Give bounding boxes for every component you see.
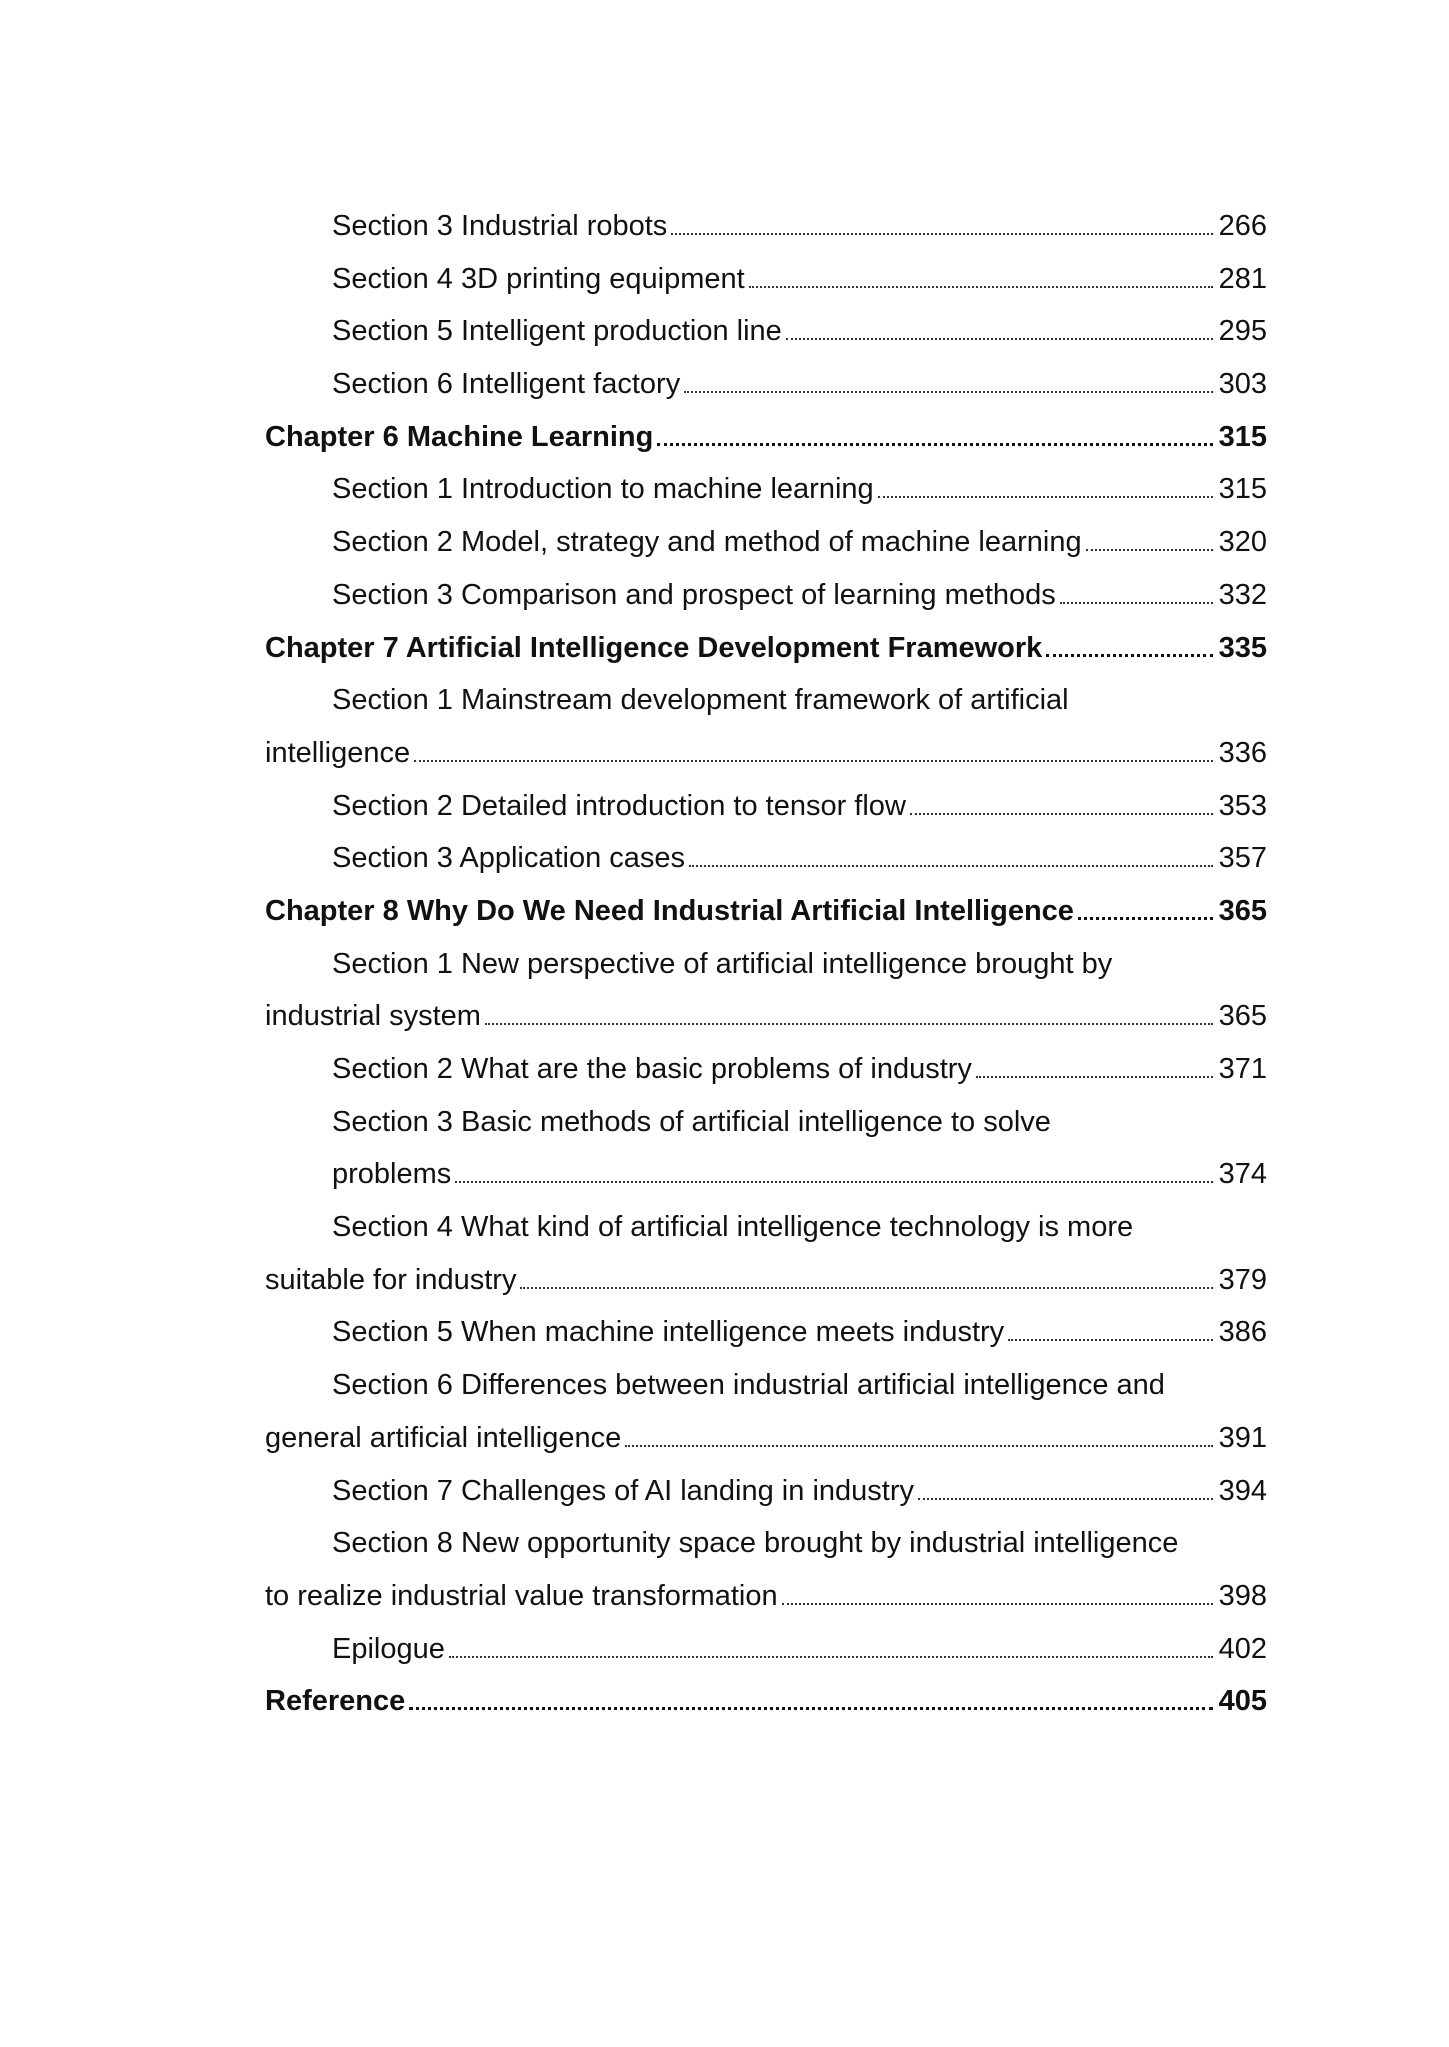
page-number: 281 [1218, 262, 1267, 295]
section-title: Section 1 New perspective of artificial intelligence brought by [332, 947, 1113, 980]
page-number: 371 [1218, 1053, 1267, 1085]
section-title: Section 3 Industrial robots [332, 210, 668, 242]
toc-section-entry-continuation[interactable] [265, 1412, 1267, 1465]
section-title: Epilogue [332, 1632, 445, 1665]
dot-leader [671, 233, 1212, 235]
section-title-continuation: problems [332, 1158, 452, 1191]
toc-section-entry[interactable] [265, 674, 1267, 727]
dot-leader [689, 865, 1213, 867]
dot-leader [918, 1498, 1213, 1500]
toc-section-entry-continuation[interactable] [265, 1570, 1267, 1623]
section-title: Section 7 Challenges of AI landing in industry [332, 1474, 914, 1507]
section-title: Section 5 When machine intelligence meets industry [332, 1316, 1005, 1349]
toc-section-entry[interactable] [265, 1306, 1267, 1359]
section-title: Section 5 Intelligent production line [332, 315, 782, 348]
page-number: 402 [1218, 1632, 1267, 1665]
chapter-title: Chapter 6 Machine Learning [265, 420, 654, 453]
chapter-title: Chapter 8 Why Do We Need Industrial Artificial Intelligence [265, 894, 1074, 927]
toc-section-entry[interactable] [265, 780, 1267, 833]
dot-leader [657, 443, 1212, 446]
page-number: 335 [1218, 631, 1267, 664]
dot-leader [782, 1603, 1213, 1605]
section-title: Section 4 What kind of artificial intelligence technology is more [332, 1211, 1134, 1244]
section-title: Section 3 Basic methods of artificial intelligence to solve [332, 1105, 1051, 1138]
page-number: 374 [1218, 1158, 1267, 1191]
page-number: 357 [1218, 842, 1267, 875]
toc-section-entry[interactable] [265, 200, 1267, 253]
toc-section-entry[interactable] [265, 358, 1267, 411]
page-number: 320 [1218, 526, 1267, 559]
toc-section-entry[interactable] [265, 1517, 1267, 1570]
section-title-continuation: to realize industrial value transformation [265, 1579, 778, 1612]
section-title: Section 2 What are the basic problems of industry [332, 1053, 972, 1085]
table-of-contents [265, 200, 1267, 1728]
page-number: 336 [1218, 736, 1267, 769]
page-number: 315 [1218, 473, 1267, 506]
toc-section-entry[interactable] [265, 1623, 1267, 1676]
section-title-continuation: industrial system [265, 1000, 481, 1033]
page-number: 386 [1218, 1316, 1267, 1349]
dot-leader [455, 1181, 1212, 1183]
toc-chapter-entry[interactable] [265, 885, 1267, 938]
section-title: Section 8 New opportunity space brought by industrial intelligence [332, 1527, 1179, 1560]
page-number: 353 [1218, 789, 1267, 822]
toc-chapter-entry[interactable] [265, 411, 1267, 464]
page-number: 365 [1218, 894, 1267, 927]
page-number: 398 [1218, 1579, 1267, 1612]
dot-leader [910, 813, 1213, 815]
section-title: Section 6 Differences between industrial artificial intelligence and [332, 1369, 1165, 1402]
toc-section-entry-continuation[interactable] [265, 1254, 1267, 1307]
page-number: 295 [1218, 315, 1267, 348]
dot-leader [749, 286, 1213, 288]
dot-leader [786, 338, 1213, 340]
dot-leader [625, 1445, 1212, 1447]
section-title-continuation: suitable for industry [265, 1263, 517, 1296]
toc-section-entry[interactable] [265, 938, 1267, 991]
dot-leader [878, 496, 1213, 498]
section-title: Section 1 Mainstream development framework of artificial [332, 684, 1069, 717]
dot-leader [1008, 1339, 1212, 1341]
dot-leader [449, 1656, 1213, 1658]
section-title: Section 6 Intelligent factory [332, 368, 681, 401]
page-number: 365 [1218, 1000, 1267, 1033]
toc-section-entry-continuation[interactable] [265, 727, 1267, 780]
dot-leader [684, 391, 1212, 393]
toc-chapter-entry[interactable] [265, 622, 1267, 675]
page-number: 332 [1218, 578, 1267, 611]
toc-section-entry[interactable] [265, 305, 1267, 358]
dot-leader [1060, 602, 1213, 604]
dot-leader [976, 1076, 1213, 1078]
section-title: Section 1 Introduction to machine learning [332, 473, 874, 506]
toc-section-entry[interactable] [265, 832, 1267, 885]
page-number: 379 [1218, 1263, 1267, 1296]
toc-section-entry-continuation[interactable] [265, 990, 1267, 1043]
section-title-continuation: general artificial intelligence [265, 1421, 622, 1454]
page-number: 394 [1218, 1474, 1267, 1507]
dot-leader [409, 1707, 1212, 1710]
page-number: 391 [1218, 1421, 1267, 1454]
toc-section-entry[interactable] [265, 1201, 1267, 1254]
toc-section-entry[interactable] [265, 516, 1267, 569]
toc-section-entry[interactable] [265, 463, 1267, 516]
page-number: 266 [1218, 210, 1267, 242]
toc-section-entry[interactable] [265, 1043, 1267, 1096]
chapter-title: Chapter 7 Artificial Intelligence Development Framework [265, 631, 1043, 664]
section-title: Section 2 Model, strategy and method of machine learning [332, 526, 1082, 559]
toc-section-entry[interactable] [265, 569, 1267, 622]
section-title: Section 3 Comparison and prospect of learning methods [332, 578, 1056, 611]
toc-section-entry[interactable] [265, 1096, 1267, 1149]
toc-section-entry[interactable] [265, 1359, 1267, 1412]
page-number: 303 [1218, 368, 1267, 401]
dot-leader [414, 760, 1213, 762]
section-title-continuation: intelligence [265, 736, 411, 769]
toc-section-entry[interactable] [265, 253, 1267, 306]
chapter-title: Reference [265, 1685, 406, 1718]
toc-section-entry[interactable] [265, 1465, 1267, 1518]
page-number: 315 [1218, 420, 1267, 453]
section-title: Section 3 Application cases [332, 842, 686, 875]
dot-leader [1086, 549, 1213, 551]
page-number: 405 [1218, 1685, 1267, 1718]
dot-leader [485, 1023, 1213, 1025]
section-title: Section 4 3D printing equipment [332, 262, 745, 295]
section-title: Section 2 Detailed introduction to tensor flow [332, 789, 906, 822]
dot-leader [1046, 654, 1212, 657]
toc-chapter-entry[interactable] [265, 1675, 1267, 1728]
dot-leader [1078, 917, 1213, 920]
dot-leader [520, 1287, 1212, 1289]
toc-section-entry-continuation[interactable] [265, 1148, 1267, 1201]
